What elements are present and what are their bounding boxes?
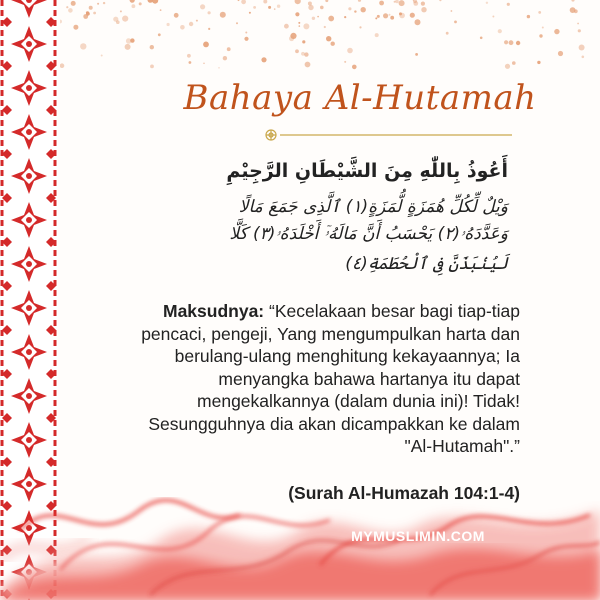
confetti-dot — [539, 34, 542, 37]
confetti-dot — [189, 22, 193, 26]
confetti-dot — [301, 52, 305, 56]
confetti-dot — [227, 47, 231, 51]
confetti-dot — [249, 12, 251, 14]
border-motif — [2, 149, 56, 194]
confetti-dot — [71, 1, 76, 6]
confetti-dot — [303, 23, 309, 29]
confetti-dot — [571, 0, 574, 2]
confetti-dot — [577, 23, 579, 25]
confetti-dot — [223, 56, 227, 60]
confetti-dot — [150, 65, 154, 69]
confetti-dot — [73, 25, 78, 30]
confetti-dot — [289, 36, 294, 41]
confetti-dot — [122, 16, 128, 22]
confetti-dot — [446, 32, 449, 35]
confetti-dot — [348, 7, 351, 10]
confetti-dot — [344, 16, 346, 18]
confetti-dot — [507, 3, 510, 6]
confetti-dot — [399, 13, 405, 19]
confetti-dot — [558, 51, 563, 56]
confetti-dot — [421, 2, 425, 6]
confetti-dot — [174, 13, 179, 18]
border-motif — [2, 237, 56, 282]
confetti-dot — [86, 11, 89, 14]
taawwudh-text: أَعُوذُ بِاللّٰهِ مِنَ الشَّيْطَانِ الرَّجِيْمِ — [226, 160, 508, 182]
confetti-dot — [245, 32, 247, 34]
confetti-dot — [208, 11, 211, 14]
confetti-dot — [196, 20, 198, 22]
confetti-dot — [277, 5, 280, 8]
confetti-dot — [492, 16, 494, 18]
confetti-dot — [570, 7, 576, 13]
confetti-dot — [312, 17, 315, 20]
confetti-dot — [299, 25, 301, 27]
confetti-dot — [241, 0, 246, 4]
confetti-dot — [326, 36, 331, 41]
border-motif — [2, 369, 56, 414]
confetti-dot — [139, 2, 142, 5]
confetti-dot — [203, 42, 209, 48]
confetti-dot — [410, 13, 415, 18]
confetti-dot — [308, 5, 313, 10]
confetti-dot — [379, 1, 384, 6]
page-title: Bahaya Al-Hutamah — [183, 78, 537, 118]
arabic-verse-line-2: وَعَدَّدَهُۥ(٢) يَحْسَبُ أَنَّ مَالَهُۥٓ أَخْلَدَهُۥ(٣) كَلَّا — [229, 224, 508, 244]
confetti-dot — [325, 0, 328, 2]
confetti-dot — [208, 28, 210, 30]
confetti-dot — [238, 0, 240, 1]
confetti-dot — [274, 8, 276, 10]
confetti-dot — [352, 65, 357, 70]
confetti-dot — [253, 6, 256, 9]
confetti-dot — [579, 45, 585, 51]
confetti-dot — [158, 33, 161, 36]
confetti-dot — [302, 40, 305, 43]
confetti-dot — [542, 27, 544, 29]
confetti-dot — [415, 19, 421, 25]
confetti-dot — [132, 4, 136, 8]
confetti-dot — [375, 17, 377, 19]
confetti-dot — [60, 63, 64, 68]
confetti-dot — [498, 29, 502, 33]
confetti-dot — [295, 12, 299, 16]
confetti-dot — [505, 64, 510, 69]
confetti-dot — [93, 12, 96, 15]
confetti-dot — [236, 22, 238, 24]
arabic-verse-line-3: لَيُنۢبَذَنَّ فِى ٱلْحُطَمَةِ(٤) — [345, 254, 508, 274]
confetti-dot — [320, 6, 324, 10]
confetti-dot — [377, 15, 380, 18]
ornament-divider — [262, 128, 512, 142]
confetti-dot — [97, 3, 99, 5]
confetti-dot — [130, 0, 135, 3]
confetti-decoration — [60, 0, 600, 70]
confetti-dot — [120, 10, 122, 12]
confetti-dot — [504, 40, 508, 44]
confetti-dot — [148, 0, 154, 3]
confetti-dot — [415, 53, 418, 56]
confetti-dot — [516, 41, 520, 45]
confetti-dot — [361, 7, 366, 12]
confetti-dot — [180, 25, 185, 30]
confetti-dot — [421, 7, 426, 12]
confetti-dot — [284, 24, 289, 29]
confetti-dot — [359, 26, 361, 28]
confetti-dot — [189, 61, 192, 64]
border-motif — [2, 17, 56, 62]
confetti-dot — [103, 2, 105, 4]
confetti-dot — [390, 16, 394, 20]
confetti-dot — [218, 67, 220, 69]
confetti-dot — [295, 49, 299, 53]
border-motif — [2, 105, 56, 150]
confetti-dot — [220, 12, 226, 18]
confetti-dot — [203, 63, 205, 65]
confetti-dot — [324, 26, 326, 28]
confetti-dot — [486, 2, 488, 4]
translation-label: Maksudnya: — [163, 301, 265, 321]
confetti-dot — [538, 11, 541, 14]
confetti-dot — [244, 37, 248, 41]
confetti-dot — [537, 61, 540, 64]
confetti-dot — [150, 45, 154, 49]
confetti-dot — [347, 48, 353, 54]
arabic-verse-line-1: وَيْلٌ لِّكُلِّ هُمَزَةٍ لُّمَزَةٍ(١) ٱلَّذِى جَمَعَ مَالًا — [238, 197, 508, 217]
confetti-dot — [187, 54, 191, 58]
confetti-dot — [200, 4, 205, 9]
confetti-dot — [304, 52, 308, 56]
confetti-dot — [375, 33, 379, 37]
confetti-dot — [344, 61, 346, 63]
confetti-dot — [395, 0, 399, 3]
confetti-dot — [527, 15, 530, 18]
surah-reference: (Surah Al-Humazah 104:1-4) — [288, 483, 520, 503]
confetti-dot — [66, 6, 68, 8]
confetti-dot — [354, 10, 356, 12]
confetti-dot — [295, 0, 301, 4]
confetti-dot — [68, 8, 73, 13]
confetti-dot — [317, 16, 319, 18]
confetti-dot — [439, 0, 441, 1]
confetti-dot — [60, 20, 62, 24]
confetti-dot — [578, 29, 581, 32]
border-motif — [2, 413, 56, 458]
confetti-dot — [305, 62, 311, 68]
confetti-dot — [89, 6, 93, 10]
confetti-dot — [80, 43, 86, 49]
confetti-dot — [298, 22, 300, 24]
confetti-dot — [454, 21, 457, 24]
confetti-dot — [358, 0, 361, 2]
border-motif — [2, 193, 56, 238]
confetti-dot — [101, 55, 103, 57]
confetti-dot — [413, 1, 418, 6]
confetti-dot — [554, 29, 559, 34]
border-motif — [2, 325, 56, 370]
confetti-dot — [383, 13, 388, 18]
confetti-dot — [160, 9, 162, 11]
translation-paragraph — [118, 300, 520, 458]
confetti-dot — [512, 61, 516, 65]
confetti-dot — [328, 16, 334, 22]
confetti-dot — [480, 37, 483, 40]
confetti-dot — [125, 44, 131, 50]
confetti-dot — [130, 38, 134, 42]
border-motif — [2, 281, 56, 326]
translation-text: “Kecelakaan besar bagi tiap-tiap pencaci, pengeji, Yang mengumpulkan harta dan berulang-ulang menghitung kekayaannya; Ia menyangka bahawa hartanya itu dapat mengekalkannya (dalam dunia ini)! Tidak! Sesungguhnya dia akan dicampakkan ke dalam "Al-Hutamah".” — [141, 301, 520, 456]
website-link[interactable]: MYMUSLIMIN.COM — [351, 528, 485, 544]
confetti-dot — [451, 10, 453, 12]
confetti-dot — [113, 17, 118, 22]
confetti-dot — [331, 42, 335, 46]
confetti-dot — [263, 0, 267, 4]
confetti-dot — [509, 40, 514, 45]
confetti-dot — [394, 1, 396, 3]
confetti-dot — [399, 0, 405, 6]
confetti-dot — [389, 14, 391, 16]
border-motif — [2, 61, 56, 106]
confetti-dot — [167, 23, 170, 26]
confetti-dot — [582, 56, 585, 59]
border-motif — [2, 0, 56, 18]
confetti-dot — [261, 57, 266, 62]
confetti-dot — [268, 6, 271, 9]
